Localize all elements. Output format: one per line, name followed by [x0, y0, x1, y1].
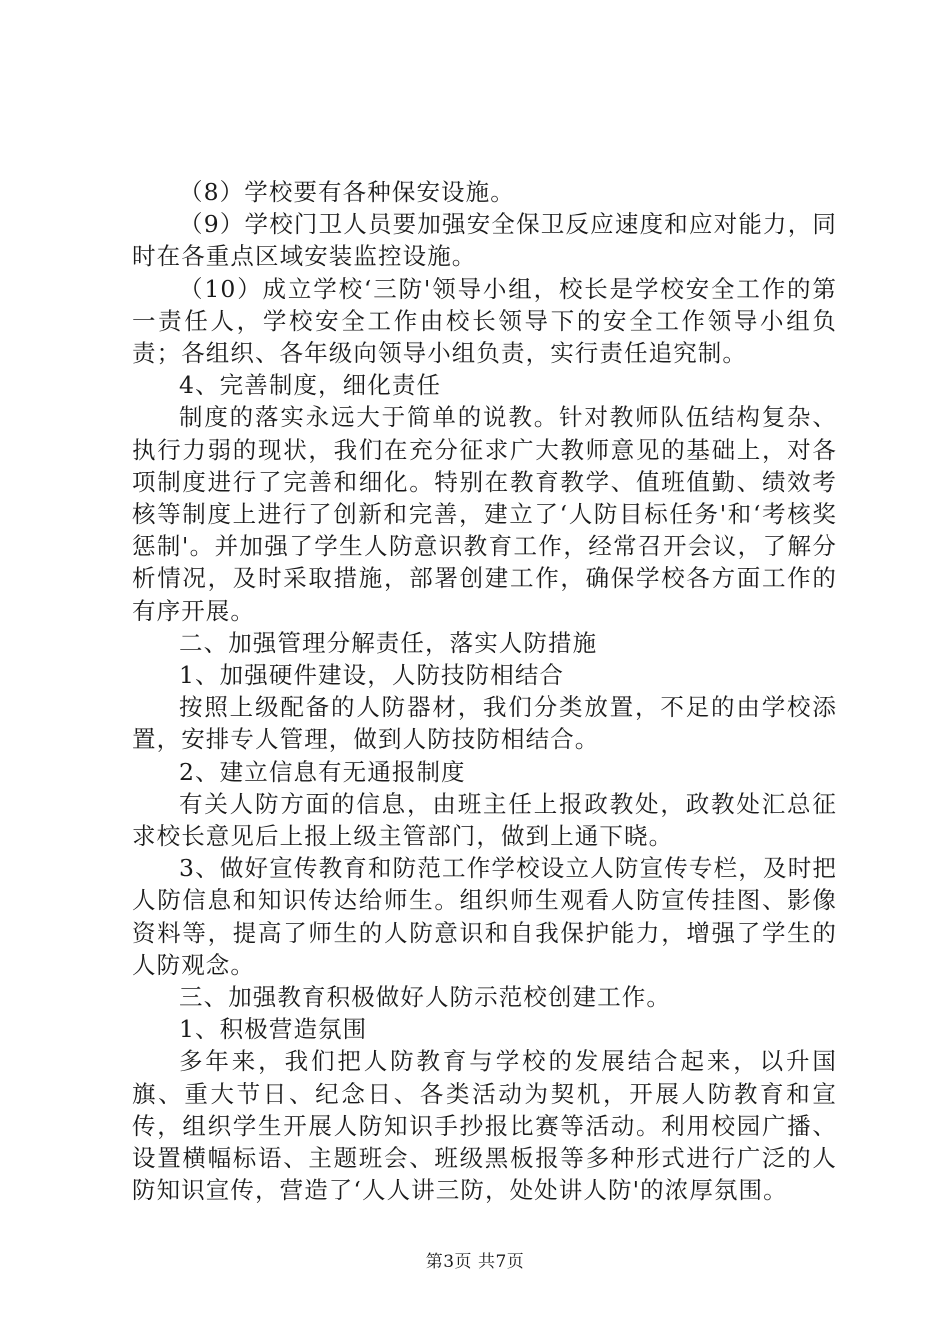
document-body [132, 176, 837, 1207]
section-heading: 1、积极营造氛围 [179, 1015, 368, 1044]
section-heading: 2、建立信息有无通报制度 [179, 757, 466, 786]
paragraph: 3、做好宣传教育和防范工作学校设立人防宣传专栏，及时把人防信息和知识传达给师生。组织师生观看人防宣传挂图、影像资料等，提高了师生的人防意识和自我保护能力，增强了学生的人防观念。 [132, 854, 837, 979]
section-heading: 二、加强管理分解责任，落实人防措施 [179, 628, 598, 657]
paragraph: 多年来，我们把人防教育与学校的发展结合起来，以升国旗、重大节日、纪念日、各类活动为契机，开展人防教育和宣传，组织学生开展人防知识手抄报比赛等活动。利用校园广播、设置横幅标语、主题班会、班级黑板报等多种形式进行广泛的人防知识宣传，营造了‘人人讲三防，处处讲人防'的浓厚氛围。 [132, 1047, 837, 1205]
page-number: 第3页 共7页 [425, 1252, 525, 1272]
paragraph: 按照上级配备的人防器材，我们分类放置，不足的由学校添置，安排专人管理，做到人防技防相结合。 [132, 693, 837, 754]
section-heading: 1、加强硬件建设，人防技防相结合 [179, 661, 565, 690]
paragraph: （10）成立学校‘三防'领导小组，校长是学校安全工作的第一责任人，学校安全工作由校长领导下的安全工作领导小组负责；各组织、各年级向领导小组负责，实行责任追究制。 [132, 274, 837, 368]
paragraph: （9）学校门卫人员要加强安全保卫反应速度和应对能力，同时在各重点区域安装监控设施。 [132, 210, 837, 271]
section-heading: 三、加强教育积极做好人防示范校创建工作。 [179, 983, 671, 1012]
paragraph: 有关人防方面的信息，由班主任上报政教处，政教处汇总征求校长意见后上报上级主管部门，做到上通下晓。 [132, 789, 837, 851]
paragraph: 制度的落实永远大于简单的说教。针对教师队伍结构复杂、执行力弱的现状，我们在充分征求广大教师意见的基础上，对各项制度进行了完善和细化。特别在教育教学、值班值勤、绩效考核等制度上进行了创新和完善，建立了‘人防目标任务'和‘考核奖惩制'。并加强了学生人防意识教育工作，经常召开会议，了解分析情况，及时采取措施，部署创建工作，确保学校各方面工作的有序开展。 [132, 403, 837, 625]
paragraph: （8）学校要有各种保安设施。 [179, 178, 515, 206]
page-footer [0, 1247, 950, 1272]
section-heading: 4、完善制度，细化责任 [179, 371, 442, 400]
